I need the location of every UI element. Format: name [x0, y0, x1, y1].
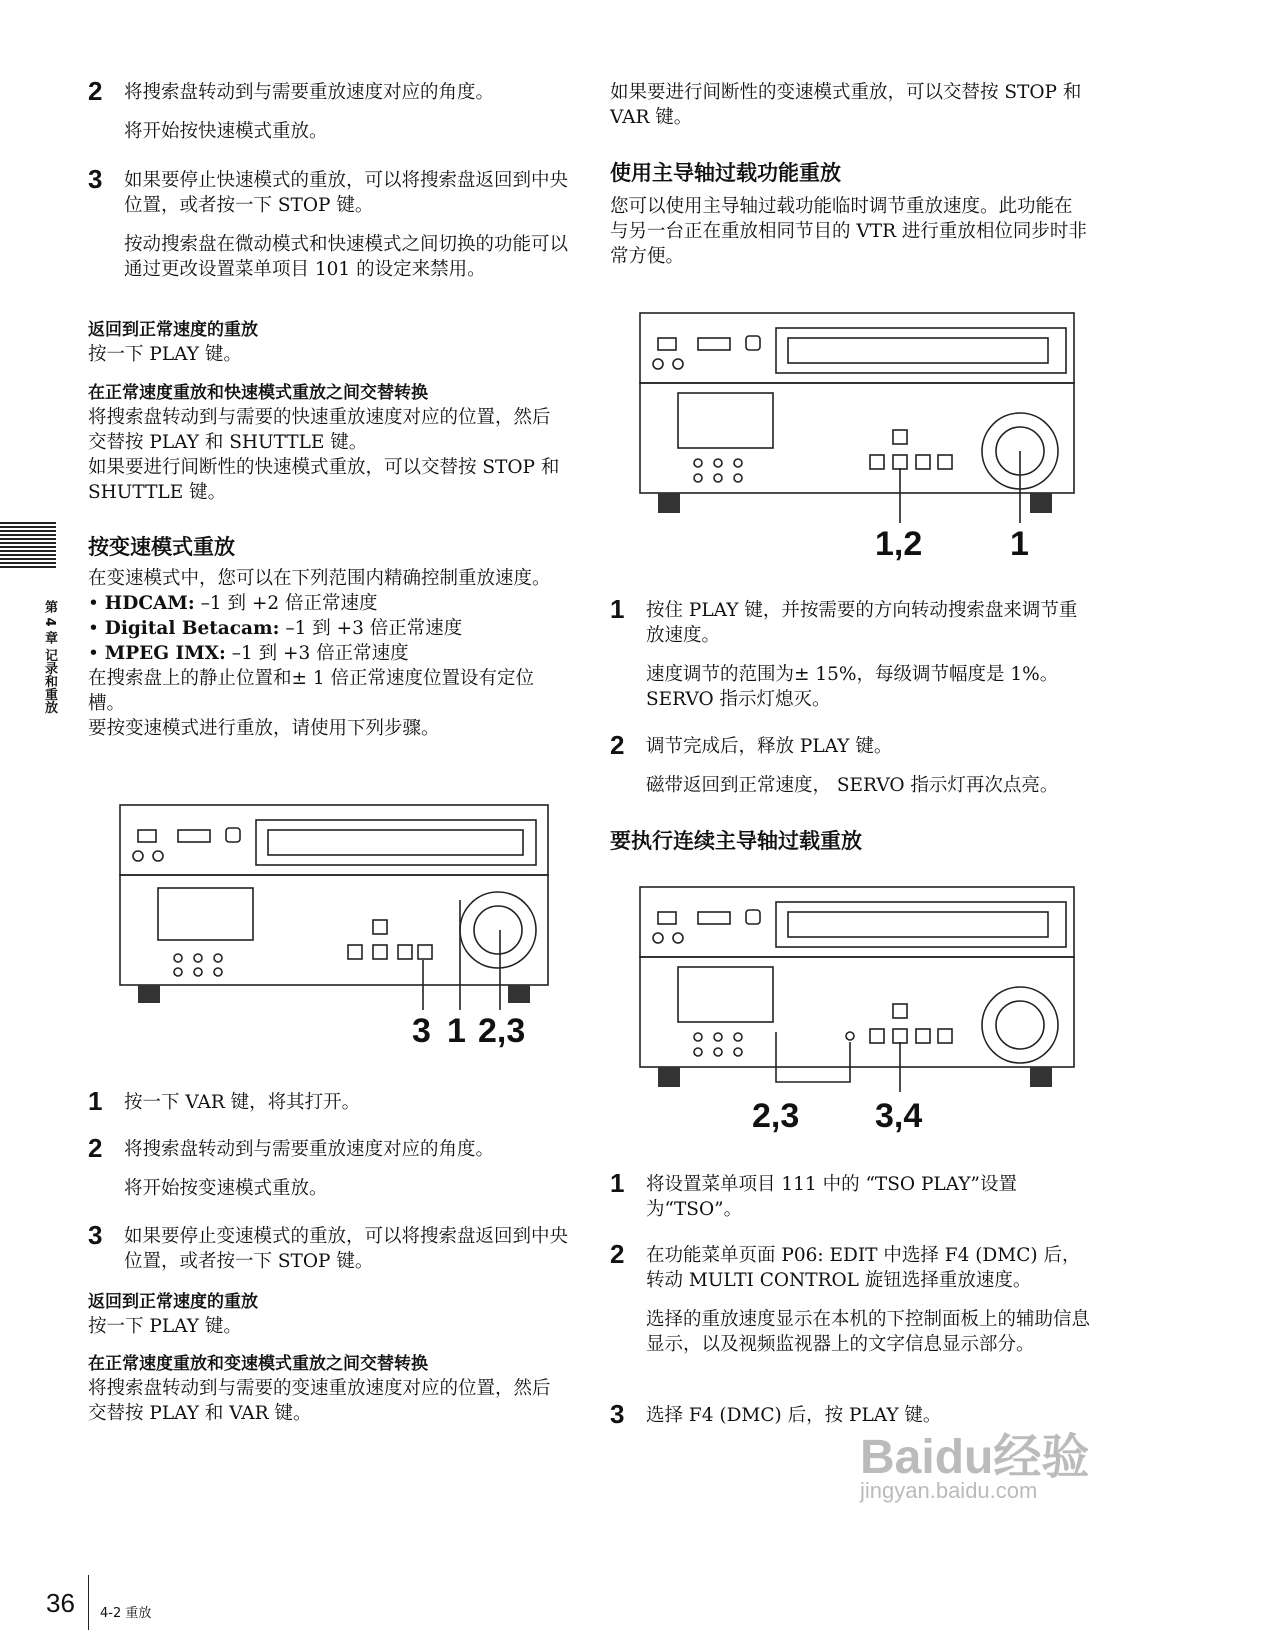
body-text: 如果要进行间断性的快速模式重放，可以交替按 STOP 和 SHUTTLE 键。: [88, 457, 560, 503]
footer-section: 4-2 重放: [100, 1606, 152, 1621]
step-text: 如果要停止快速模式的重放，可以将搜索盘返回到中央位置，或者按一下 STOP 键。: [124, 170, 569, 216]
vtr-figure-continuous: [638, 882, 1078, 1092]
step-text: 将搜索盘转动到与需要重放速度对应的角度。: [124, 82, 495, 103]
tso-step-1: [610, 1168, 1090, 1222]
step-text: 按住 PLAY 键，并按需要的方向转动搜索盘来调节重放速度。: [646, 600, 1078, 646]
step-note: 按动搜索盘在微动模式和快速模式之间切换的功能可以通过更改设置菜单项目 101 的设定来禁用。: [124, 234, 569, 280]
bullet-item: • Digital Betacam: –1 到 +3 倍正常速度: [88, 618, 463, 639]
step-number: 3: [610, 1399, 625, 1429]
subheading: 在正常速度重放和变速模式重放之间交替转换: [88, 1354, 428, 1374]
section-title: 要执行连续主导轴过载重放: [610, 829, 862, 853]
chapter-label: 第 4 章 记录和重放: [42, 600, 57, 714]
footer-divider: [88, 1575, 89, 1630]
body-text: 要按变速模式进行重放，请使用下列步骤。: [88, 718, 440, 739]
step-text: 调节完成后，释放 PLAY 键。: [646, 736, 893, 757]
body-text: 按一下 PLAY 键。: [88, 344, 242, 365]
step-number: 3: [88, 1220, 103, 1250]
figure-callout: 2,3: [478, 1012, 526, 1050]
step-text: 在功能菜单页面 P06: EDIT 中选择 F4 (DMC) 后，转动 MULTI CONTROL 旋钮选择重放速度。: [646, 1245, 1081, 1291]
step-note: 将开始按变速模式重放。: [124, 1178, 328, 1199]
figure-callout: 1,2: [875, 525, 923, 563]
section-toggle-shuttle: [88, 381, 568, 505]
step-3-shuttle: [88, 164, 569, 282]
step-number: 2: [610, 730, 625, 760]
figure-callout: 3: [412, 1012, 431, 1050]
body-text: 在变速模式中，您可以在下列范围内精确控制重放速度。: [88, 568, 551, 589]
section-return-normal-var: [88, 1290, 568, 1339]
body-text: 将搜索盘转动到与需要的快速重放速度对应的位置，然后交替按 PLAY 和 SHUTTLE 键。: [88, 407, 551, 453]
vtr-figure-capstan: [638, 308, 1078, 528]
var-step-3: [88, 1220, 569, 1274]
bullet-item: • MPEG IMX: –1 到 +3 倍正常速度: [88, 643, 409, 664]
step-text: 如果要停止变速模式的重放，可以将搜索盘返回到中央位置，或者按一下 STOP 键。: [124, 1226, 569, 1272]
vtr-front-panel-figure: [118, 800, 558, 1010]
figure-callout: 1: [447, 1012, 466, 1050]
figure-callout: 2,3: [752, 1097, 800, 1135]
section-var-mode: [88, 532, 568, 741]
step-number: 2: [88, 1133, 103, 1163]
capstan-step-2: [610, 730, 1090, 798]
step-number: 1: [610, 594, 625, 624]
section-title: 按变速模式重放: [88, 535, 235, 559]
step-2-shuttle: [88, 76, 568, 144]
var-step-1: [88, 1086, 568, 1116]
section-return-normal: [88, 318, 568, 367]
chapter-tab: [0, 522, 56, 570]
section-continuous: [610, 826, 1090, 856]
step-number: 1: [610, 1168, 625, 1198]
step-number: 1: [88, 1086, 103, 1116]
subheading: 返回到正常速度的重放: [88, 1292, 258, 1312]
step-number: 2: [610, 1239, 625, 1269]
body-text: 您可以使用主导轴过载功能临时调节重放速度。此功能在与另一台正在重放相同节目的 VTR 进行重放相位同步时非常方便。: [610, 196, 1087, 267]
figure-callout: 1: [1010, 525, 1029, 563]
bullet-item: • HDCAM: –1 到 +2 倍正常速度: [88, 593, 378, 614]
section-toggle-var: [88, 1352, 568, 1426]
subheading: 返回到正常速度的重放: [88, 320, 258, 340]
step-number: 2: [88, 76, 103, 106]
figure-callout: 3,4: [875, 1097, 923, 1135]
subheading: 在正常速度重放和快速模式重放之间交替转换: [88, 383, 428, 403]
step-text: 将设置菜单项目 111 中的 “TSO PLAY”设置为“TSO”。: [646, 1174, 1017, 1220]
step-note: 磁带返回到正常速度， SERVO 指示灯再次点亮。: [646, 775, 1059, 796]
step-number: 3: [88, 164, 103, 194]
capstan-step-1: [610, 594, 1090, 712]
body-text: 在搜索盘上的静止位置和± 1 倍正常速度位置设有定位槽。: [88, 668, 535, 714]
step-text: 将搜索盘转动到与需要重放速度对应的角度。: [124, 1139, 495, 1160]
body-text: 如果要进行间断性的变速模式重放，可以交替按 STOP 和 VAR 键。: [610, 82, 1082, 128]
section-title: 使用主导轴过载功能重放: [610, 161, 841, 185]
var-step-2: [88, 1133, 568, 1201]
right-top-para: [610, 80, 1090, 130]
watermark-url: jingyan.baidu.com: [860, 1478, 1038, 1503]
watermark-logo: Baidu经验: [860, 1431, 1090, 1484]
step-text: 按一下 VAR 键，将其打开。: [124, 1092, 361, 1113]
step-text: 选择 F4 (DMC) 后，按 PLAY 键。: [646, 1405, 942, 1426]
tso-step-2: [610, 1239, 1091, 1357]
step-note: 选择的重放速度显示在本机的下控制面板上的辅助信息显示，以及视频监视器上的文字信息显示部分。: [646, 1309, 1091, 1355]
page-number: 36: [46, 1588, 75, 1618]
step-note: 将开始按快速模式重放。: [124, 121, 328, 142]
body-text: 将搜索盘转动到与需要的变速重放速度对应的位置，然后交替按 PLAY 和 VAR 键。: [88, 1378, 551, 1424]
step-note: 速度调节的范围为± 15%，每级调节幅度是 1%。SERVO 指示灯熄灭。: [646, 664, 1059, 710]
body-text: 按一下 PLAY 键。: [88, 1316, 242, 1337]
section-capstan: [610, 158, 1090, 269]
